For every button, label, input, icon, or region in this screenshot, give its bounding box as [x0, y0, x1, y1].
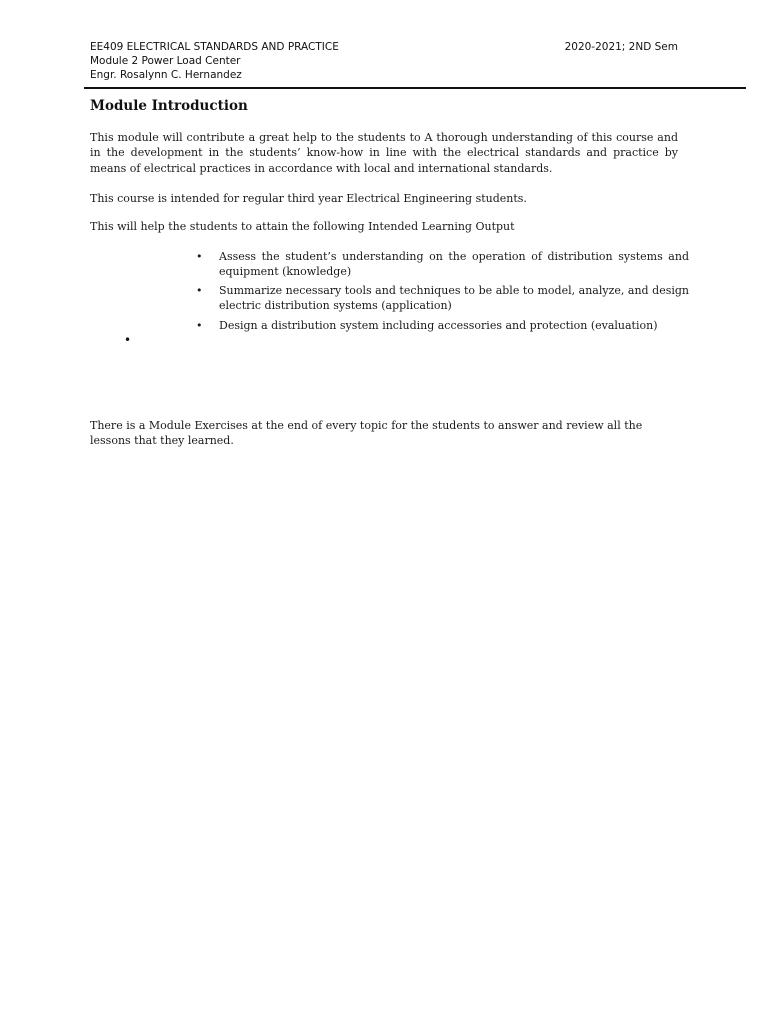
- empty-bullet-icon: •: [124, 333, 132, 347]
- outcome-item: • Design a distribution system including accessories and protection (evaluation): [196, 318, 689, 333]
- section-title: Module Introduction: [90, 98, 248, 114]
- outcome-item: • Summarize necessary tools and techniques to be able to model, analyze, and design electric distribution systems (application): [196, 283, 689, 314]
- instructor-name: Engr. Rosalynn C. Hernandez: [90, 69, 242, 81]
- outcomes-list: [196, 249, 689, 336]
- module-name: Module 2 Power Load Center: [90, 55, 241, 67]
- page-header: [90, 40, 678, 82]
- header-rule: [84, 87, 746, 89]
- outcome-item: • Assess the student’s understanding on the operation of distribution systems and equipment (knowledge): [196, 249, 689, 280]
- exercises-paragraph: There is a Module Exercises at the end of every topic for the students to answer and review all the lessons that they learned.: [90, 419, 643, 448]
- term-label: 2020-2021; 2ND Sem: [564, 41, 678, 53]
- course-title: EE409 ELECTRICAL STANDARDS AND PRACTICE: [90, 41, 339, 53]
- outcomes-intro: This will help the students to attain the following Intended Learning Output: [90, 220, 515, 233]
- audience-paragraph: This course is intended for regular third year Electrical Engineering students.: [90, 192, 527, 205]
- intro-paragraph: This module will contribute a great help to the students to A thorough understanding of this course and in the development in the students’ know-how in line with the electrical standards and practice by means of electrical practices in accordance with local and international standards.: [90, 131, 678, 175]
